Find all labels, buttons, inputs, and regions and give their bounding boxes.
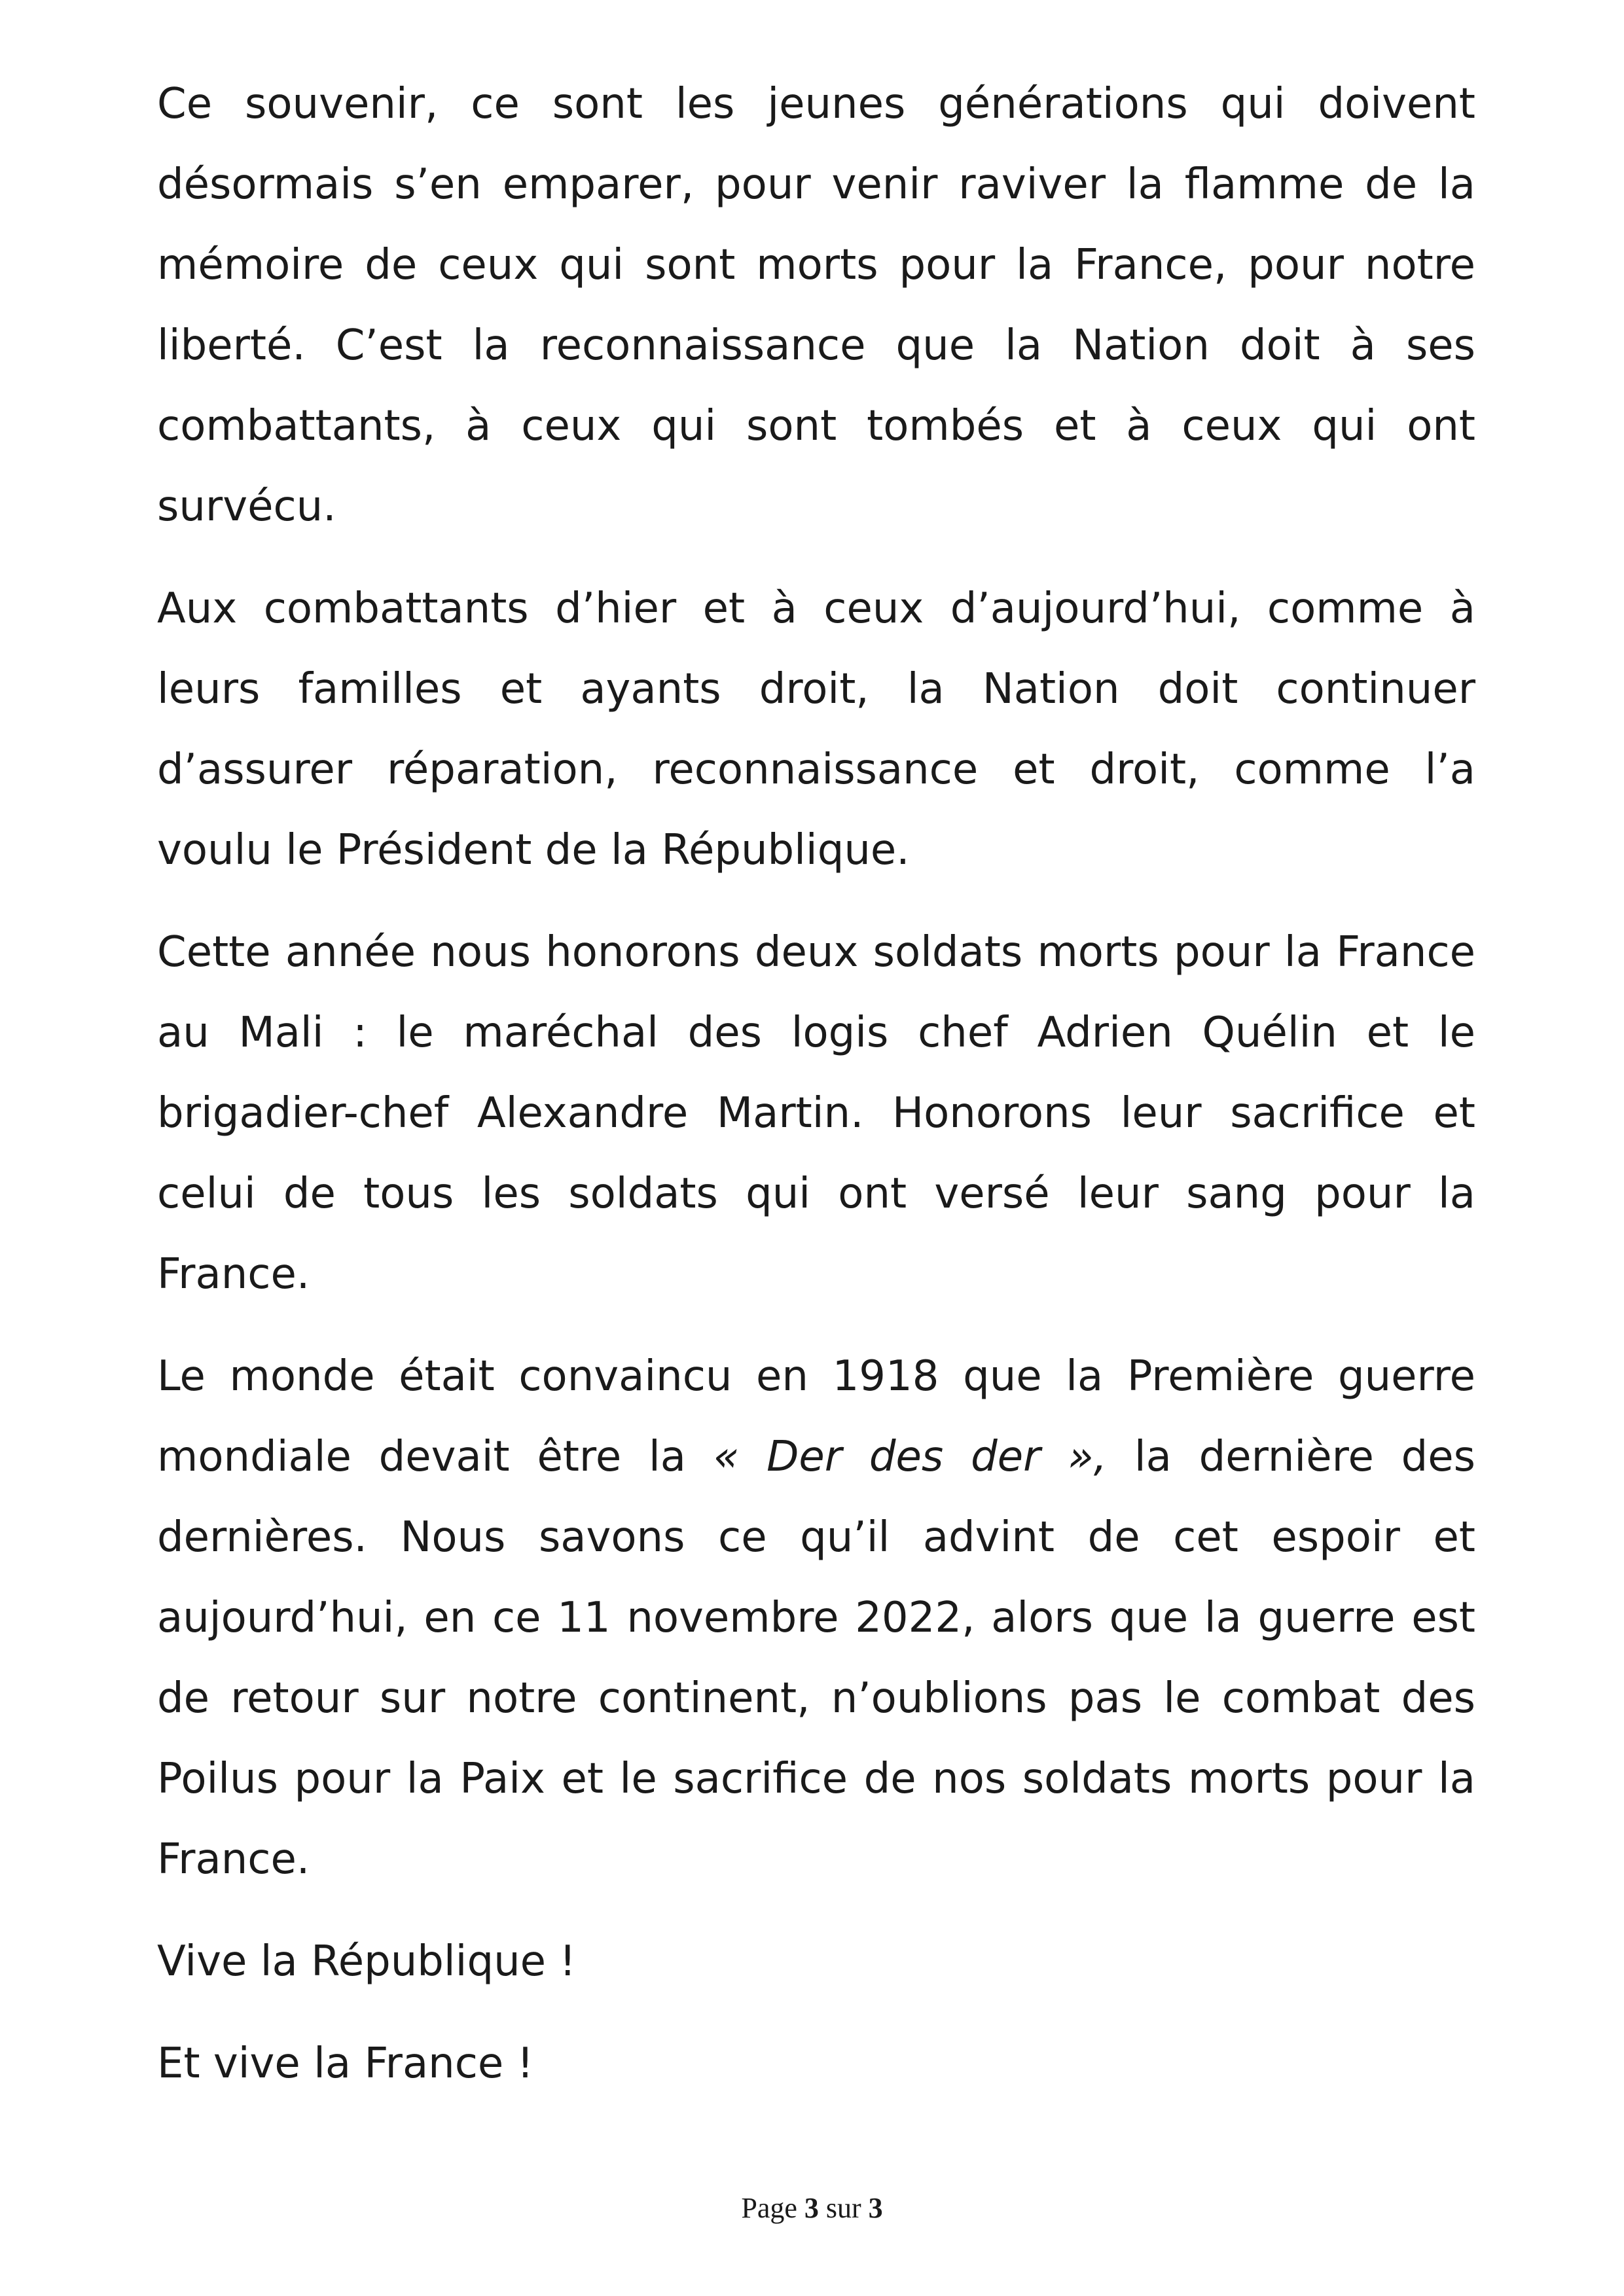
closing-france: Et vive la France !	[157, 2039, 534, 2088]
paragraph-souvenir: Ce souvenir, ce sont les jeunes générations qui doivent désormais s’en emparer, pour venir raviver la flamme de la mémoire de ceux qui sont morts pour la France, pour notre liberté. C’est la reconnaissance que la Nation doit à ses combattants, à ceux qui sont tombés et à ceux qui ont survécu.	[157, 80, 1475, 531]
der-des-der-quote: « Der des der »,	[713, 1433, 1108, 1481]
current-page-number: 3	[804, 2192, 819, 2224]
of-word: sur	[825, 2192, 861, 2224]
closing-republique: Vive la République !	[157, 1937, 576, 1986]
total-pages-number: 3	[868, 2192, 883, 2224]
page-footer	[0, 2191, 1624, 2225]
paragraph-mali: Cette année nous honorons deux soldats morts pour la France au Mali : le maréchal des logis chef Adrien Quélin et le brigadier-chef Alexandre Martin. Honorons leur sacrifice et celui de tous les soldats qui ont versé leur sang pour la France.	[157, 928, 1475, 1299]
paragraph-der-des-der	[157, 1336, 1475, 1900]
paragraph-combattants: Aux combattants d’hier et à ceux d’aujourd’hui, comme à leurs familles et ayants droit, la Nation doit continuer d’assurer réparation, reconnaissance et droit, comme l’a voulu le Président de la République.	[157, 584, 1475, 874]
document-body	[157, 64, 1475, 2126]
page-word: Page	[741, 2192, 797, 2224]
paragraph-der-des-der-end: la dernière des dernières. Nous savons ce qu’il advint de cet espoir et aujourd’hui, en ce 11 novembre 2022, alors que la guerre est de retour sur notre continent, n’oublions pas le combat des Poilus pour la Paix et le sacrifice de nos soldats morts pour la France.	[157, 1433, 1475, 1884]
paragraph-der-des-der-start: Le monde était convaincu en 1918 que la Première guerre mondiale devait être la	[157, 1352, 1475, 1481]
